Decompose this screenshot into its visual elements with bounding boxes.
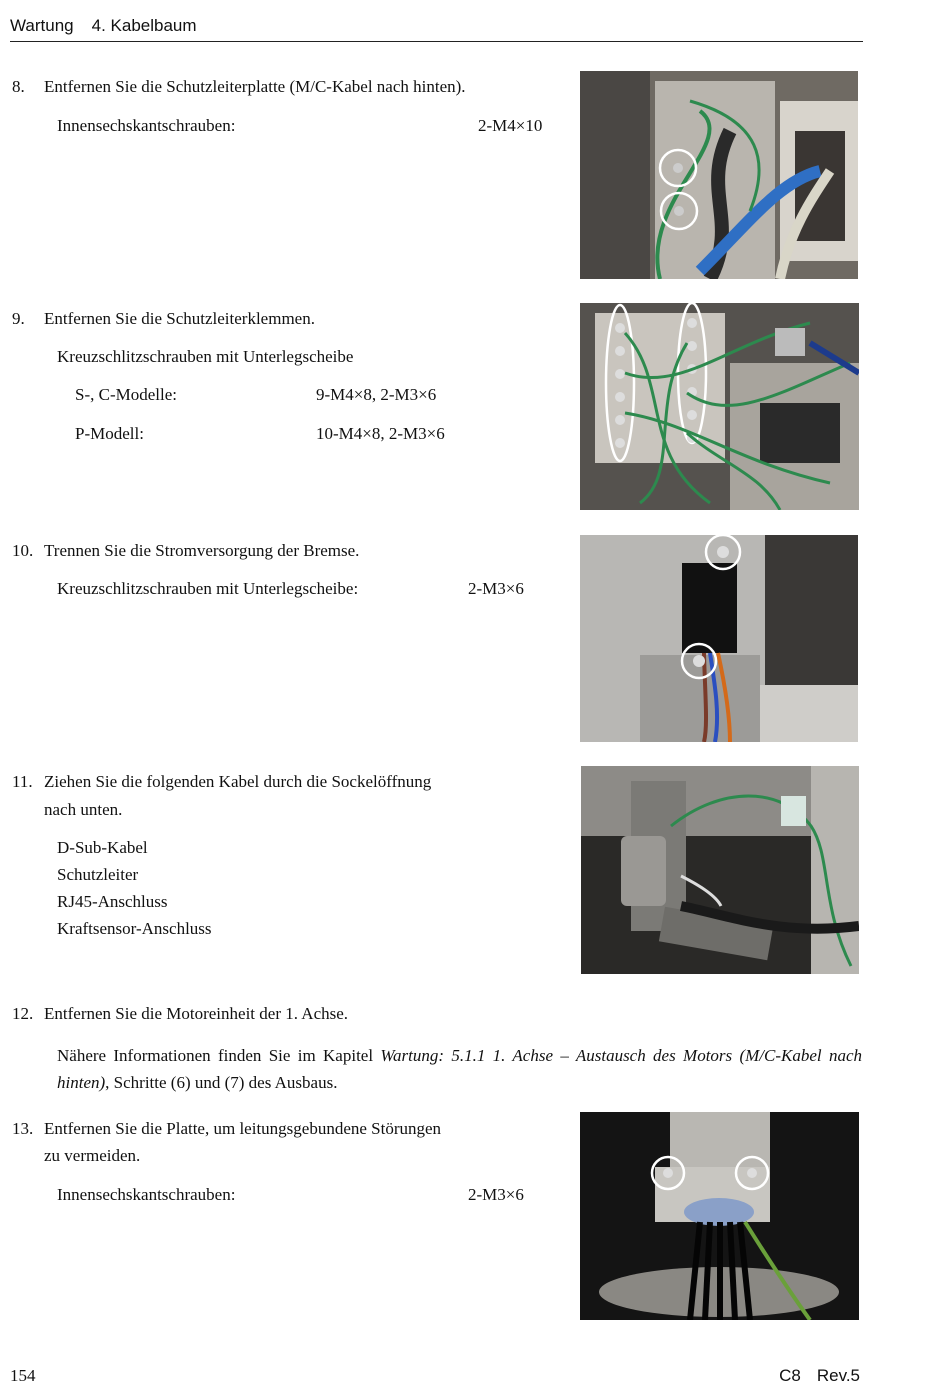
photo-noise-plate [580,1112,859,1320]
step-number: 12. [12,1004,34,1023]
step-number: 13. [12,1119,34,1138]
model-name: C8 [779,1366,801,1385]
step-title-cont: nach unten. [44,800,123,819]
photo-brake-power [580,535,858,742]
revision: Rev.5 [816,1366,860,1385]
header-section: Wartung [10,16,74,35]
step-title: Trennen Sie die Stromversorgung der Bremse. [44,541,360,560]
spec-value: 2-M4×10 [478,116,543,135]
header-rule [10,41,863,42]
step-subtitle: Kreuzschlitzschrauben mit Unterlegscheibe [57,347,354,366]
step-title: Entfernen Sie die Schutzleiterplatte (M/C-Kabel nach hinten). [44,77,466,96]
list-item: RJ45-Anschluss [57,892,168,911]
step-number: 9. [12,309,25,328]
page-number: 154 [10,1366,36,1385]
step-number: 10. [12,541,34,560]
step-title: Entfernen Sie die Motoreinheit der 1. Achse. [44,1004,349,1023]
step-number: 8. [12,77,25,96]
list-item: Schutzleiter [57,865,139,884]
spec-value: 2-M3×6 [468,1185,524,1204]
para-text: Nähere Informationen finden Sie im Kapitel [57,1046,381,1065]
spec-label: Innensechskantschrauben: [57,1185,236,1204]
spec-label: S-, C-Modelle: [75,385,177,404]
step-title: Entfernen Sie die Platte, um leitungsgebundene Störungen [44,1119,442,1138]
para-text: , Schritte (6) und (7) des Ausbaus. [105,1073,338,1092]
spec-value: 9-M4×8, 2-M3×6 [316,385,437,404]
photo-ground-plate [580,71,858,279]
step-title: Ziehen Sie die folgenden Kabel durch die Sockelöffnung [44,772,432,791]
page-header [10,16,215,36]
spec-label: Innensechskantschrauben: [57,116,236,135]
footer-model [763,1366,860,1386]
photo-ground-terminals [580,303,859,510]
spec-value: 2-M3×6 [468,579,524,598]
spec-value: 10-M4×8, 2-M3×6 [316,424,445,443]
chapter-reference: Wartung: 5.1.1 1. Achse – Austausch des Motors (M/C-Kabel nach hinten) [57,1046,862,1092]
step-number: 11. [12,772,33,791]
reference-paragraph [57,1042,862,1096]
spec-label: P-Modell: [75,424,144,443]
header-chapter: 4. Kabelbaum [91,16,197,35]
step-title: Entfernen Sie die Schutzleiterklemmen. [44,309,315,328]
spec-label: Kreuzschlitzschrauben mit Unterlegscheibe: [57,579,359,598]
photo-cables-base-opening [581,766,859,974]
step-title-cont: zu vermeiden. [44,1146,141,1165]
list-item: D-Sub-Kabel [57,838,148,857]
list-item: Kraftsensor-Anschluss [57,919,212,938]
